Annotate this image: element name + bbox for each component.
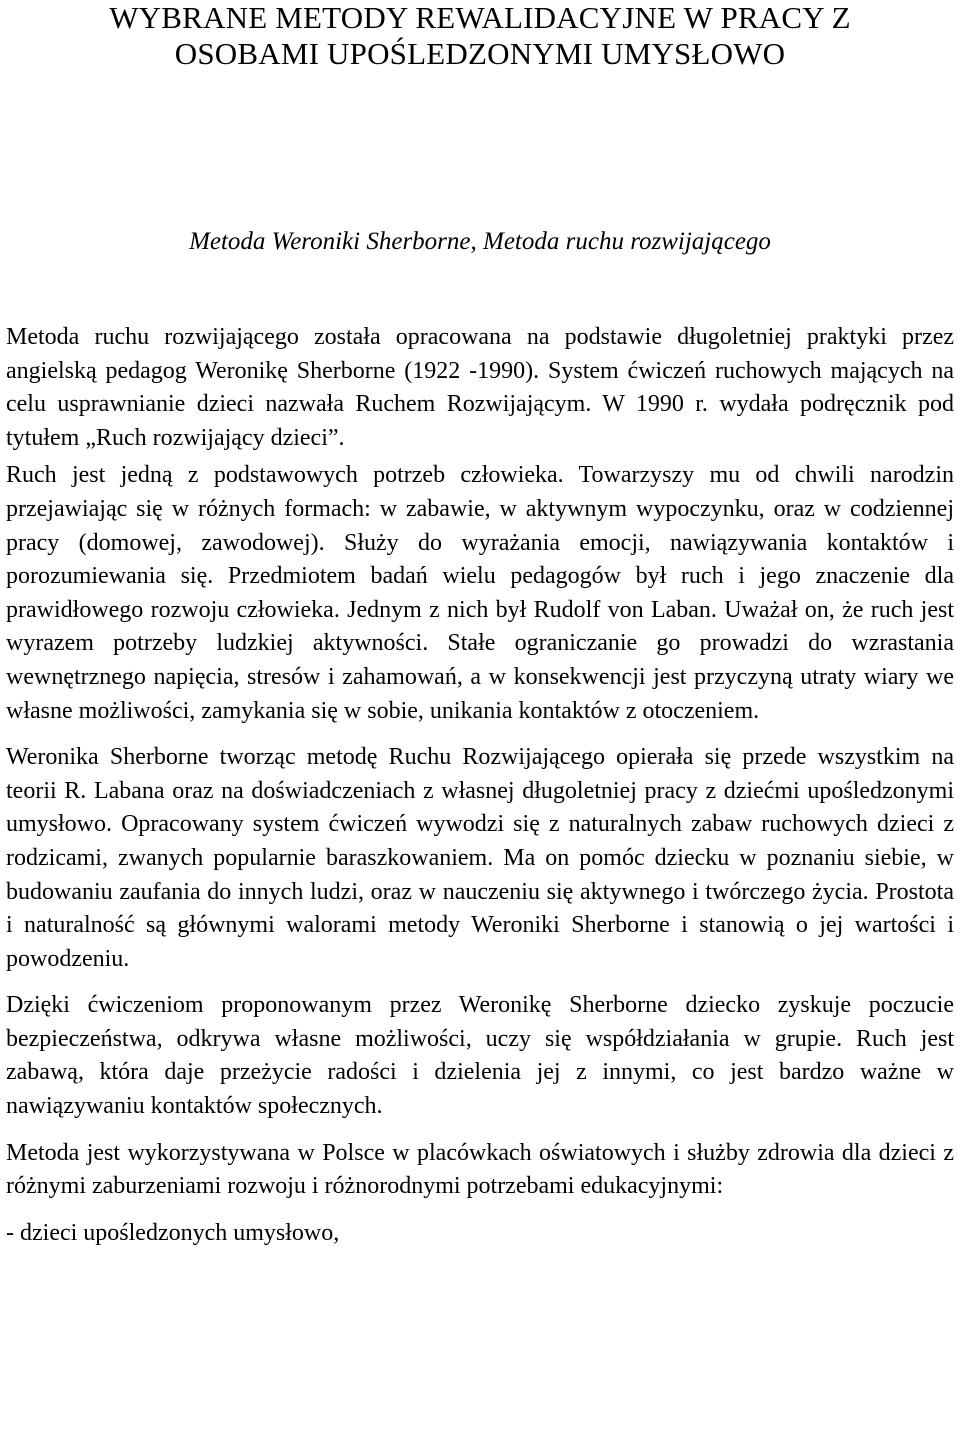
document-title-line-2: OSOBAMI UPOŚLEDZONYMI UMYSŁOWO (174, 36, 786, 71)
section-subtitle: Metoda Weroniki Sherborne, Metoda ruchu rozwijającego (189, 228, 771, 255)
paragraph-sherborne-method: Weronika Sherborne tworząc metodę Ruchu Rozwijającego opierała się przede wszystkim na teorii R. Labana oraz na doświadczeniach z własnej długoletniej pracy z dziećmi upośledzonymi umysłowo. Opracowany system ćwiczeń wywodzi się z naturalnych zabaw ruchowych dzieci z rodzicami, zwanych popularnie baraszkowaniem. Ma on pomóc dziecku w poznaniu siebie, w budowaniu zaufania do innych ludzi, oraz w nauczeniu się aktywnego i twórczego życia. Prostota i naturalność są głównymi walorami metody Weroniki Sherborne i stanowią o jej wartości i powodzeniu. (6, 744, 954, 972)
paragraph-intro: Metoda ruchu rozwijającego została opracowana na podstawie długoletniej praktyki przez angielską pedagog Weronikę Sherborne (1922 -1990). System ćwiczeń ruchowych mających na celu usprawnianie dzieci nazwała Ruchem Rozwijającym. W 1990 r. wydała podręcznik pod tytułem „Ruch rozwijający dzieci”. (6, 324, 954, 451)
document-body (6, 321, 954, 1250)
paragraph-usage-poland: Metoda jest wykorzystywana w Polsce w placówkach oświatowych i służby zdrowia dla dzieci z różnymi zaburzeniami rozwoju i różnorodnymi potrzebami edukacyjnymi: (6, 1139, 954, 1200)
paragraph-movement-need: Ruch jest jedną z podstawowych potrzeb człowieka. Towarzyszy mu od chwili narodzin przejawiając się w różnych formach: w zabawie, w aktywnym wypoczynku, oraz w codziennej pracy (domowej, zawodowej). Służy do wyrażania emocji, nawiązywania kontaktów i porozumiewania się. Przedmiotem badań wielu pedagogów był ruch i jego znaczenie dla prawidłowego rozwoju człowieka. Jednym z nich był Rudolf von Laban. Uważał on, że ruch jest wyrazem potrzeby ludzkiej aktywności. Stałe ograniczanie go prowadzi do wzrastania wewnętrznego napięcia, stresów i zahamowań, a w konsekwencji jest przyczyną utraty wiary we własne możliwości, zamykania się w sobie, unikania kontaktów z otoczeniem. (6, 462, 954, 724)
document-title (0, 0, 960, 72)
paragraph-benefits: Dzięki ćwiczeniom proponowanym przez Weronikę Sherborne dziecko zyskuje poczucie bezpieczeństwa, odkrywa własne możliwości, uczy się współdziałania w grupie. Ruch jest zabawą, która daje przeżycie radości i dzielenia jej z innymi, co jest bardzo ważne w nawiązywaniu kontaktów społecznych. (6, 992, 954, 1120)
list-item: - dzieci upośledzonych umysłowo, (6, 1219, 340, 1246)
document-title-line-1: WYBRANE METODY REWALIDACYJNE W PRACY Z (109, 0, 851, 35)
